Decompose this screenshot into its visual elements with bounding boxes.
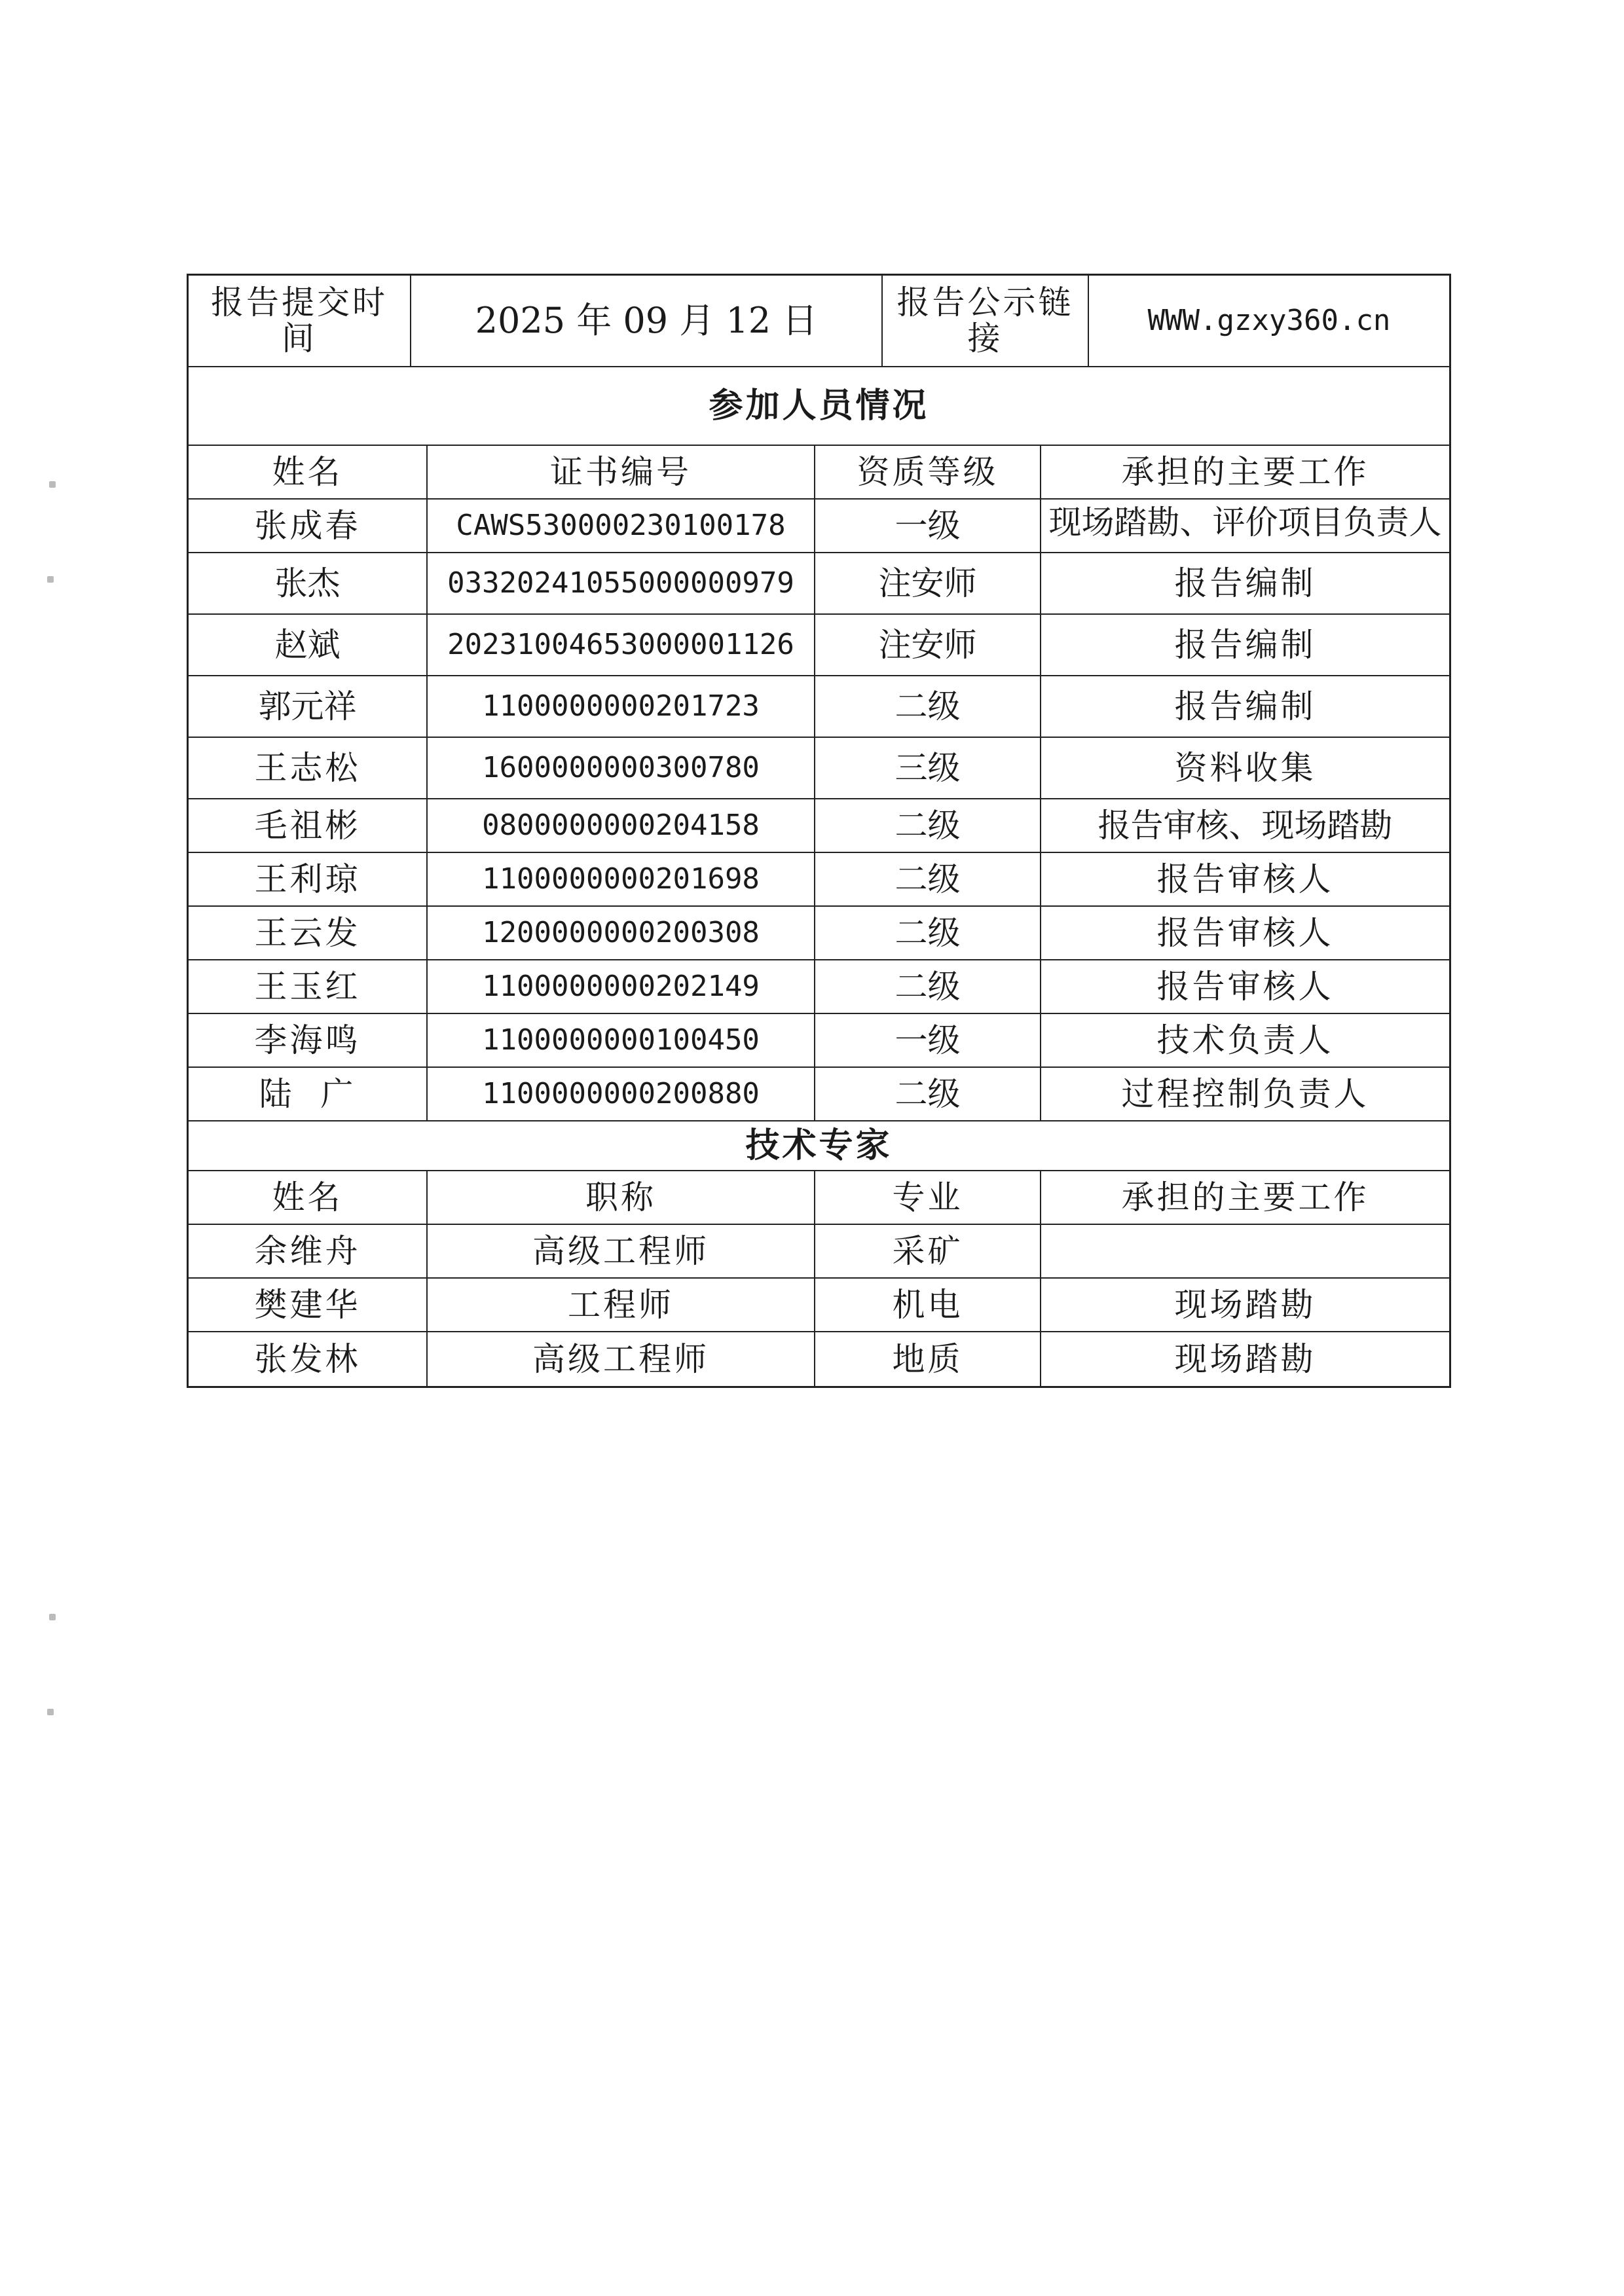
participant-cert: 1100000000200880 xyxy=(428,1068,815,1120)
participant-name: 毛祖彬 xyxy=(189,799,428,852)
expert-title: 工程师 xyxy=(428,1279,815,1331)
table-row xyxy=(189,853,1449,907)
participant-cert: CAWS530000230100178 xyxy=(428,500,815,552)
experts-section-title: 技术专家 xyxy=(745,1125,893,1166)
expert-work xyxy=(1041,1225,1449,1277)
column-header-work: 承担的主要工作 xyxy=(1121,1178,1369,1216)
submit-time-label: 报告提交时间 xyxy=(189,276,411,366)
participant-work: 报告编制 xyxy=(1174,625,1316,664)
participant-name: 李海鸣 xyxy=(189,1014,428,1066)
table-row xyxy=(189,676,1449,738)
public-link-value: WWW.gzxy360.cn xyxy=(1147,303,1391,337)
submit-date: 2025 年 09 月 12 日 xyxy=(411,276,883,366)
participants-column-header-row xyxy=(189,446,1449,500)
expert-name: 余维舟 xyxy=(189,1225,428,1277)
participant-work: 报告编制 xyxy=(1174,564,1316,602)
personnel-table xyxy=(187,274,1451,1388)
column-header-cert: 证书编号 xyxy=(428,446,815,498)
participant-cert: 1100000000201723 xyxy=(428,676,815,737)
column-header-level: 资质等级 xyxy=(815,446,1041,498)
participant-level: 一级 xyxy=(815,500,1041,552)
participant-cert: 0800000000204158 xyxy=(428,799,815,852)
expert-work: 现场踏勘 xyxy=(1174,1339,1316,1378)
participant-level: 二级 xyxy=(815,960,1041,1013)
scan-speck xyxy=(49,481,56,488)
experts-section-header xyxy=(189,1121,1449,1171)
participant-cert: 1100000000100450 xyxy=(428,1014,815,1066)
expert-major: 地质 xyxy=(815,1332,1041,1386)
public-link-label: 报告公示链接 xyxy=(883,276,1089,366)
table-row xyxy=(189,1225,1449,1279)
participant-name: 张杰 xyxy=(189,553,428,613)
table-row xyxy=(189,738,1449,799)
table-row xyxy=(189,500,1449,553)
table-row xyxy=(189,799,1449,853)
scan-speck xyxy=(49,1614,56,1620)
experts-column-header-row xyxy=(189,1171,1449,1225)
submission-info-row xyxy=(189,276,1449,367)
expert-major: 机电 xyxy=(815,1279,1041,1331)
participants-section-header xyxy=(189,367,1449,446)
expert-name: 张发林 xyxy=(189,1332,428,1386)
column-header-major: 专业 xyxy=(815,1171,1041,1224)
participant-work: 报告审核人 xyxy=(1156,860,1334,898)
table-row xyxy=(189,615,1449,676)
participant-name: 王志松 xyxy=(189,738,428,798)
table-row xyxy=(189,907,1449,960)
column-header-name: 姓名 xyxy=(189,446,428,498)
expert-major: 采矿 xyxy=(815,1225,1041,1277)
participant-work: 报告编制 xyxy=(1174,687,1316,725)
participant-level: 注安师 xyxy=(815,553,1041,613)
column-header-name: 姓名 xyxy=(189,1171,428,1224)
participant-work: 报告审核人 xyxy=(1156,967,1334,1006)
participant-name: 王利琼 xyxy=(189,853,428,905)
participant-work: 技术负责人 xyxy=(1156,1021,1334,1059)
table-row xyxy=(189,1014,1449,1068)
participant-cert: 1100000000202149 xyxy=(428,960,815,1013)
table-row xyxy=(189,553,1449,615)
participant-work: 报告审核人 xyxy=(1156,913,1334,952)
participant-cert: 03320241055000000979 xyxy=(428,553,815,613)
expert-work: 现场踏勘 xyxy=(1174,1285,1316,1324)
participant-level: 二级 xyxy=(815,853,1041,905)
participant-cert: 1100000000201698 xyxy=(428,853,815,905)
participant-name: 陆 广 xyxy=(189,1068,428,1120)
participant-name: 王玉红 xyxy=(189,960,428,1013)
table-row xyxy=(189,960,1449,1014)
participant-cert: 1600000000300780 xyxy=(428,738,815,798)
expert-title: 高级工程师 xyxy=(428,1332,815,1386)
expert-name: 樊建华 xyxy=(189,1279,428,1331)
table-row xyxy=(189,1068,1449,1121)
participant-level: 二级 xyxy=(815,1068,1041,1120)
participant-level: 二级 xyxy=(815,907,1041,959)
participants-section-title: 参加人员情况 xyxy=(709,386,929,426)
column-header-title: 职称 xyxy=(428,1171,815,1224)
participant-name: 王云发 xyxy=(189,907,428,959)
participant-level: 三级 xyxy=(815,738,1041,798)
scan-speck xyxy=(47,1709,54,1715)
participant-cert: 20231004653000001126 xyxy=(428,615,815,675)
participant-name: 赵斌 xyxy=(189,615,428,675)
participant-level: 二级 xyxy=(815,676,1041,737)
participant-level: 一级 xyxy=(815,1014,1041,1066)
column-header-work: 承担的主要工作 xyxy=(1121,452,1369,491)
participant-work: 过程控制负责人 xyxy=(1121,1074,1369,1113)
participant-work: 资料收集 xyxy=(1174,748,1316,787)
expert-title: 高级工程师 xyxy=(428,1225,815,1277)
participant-level: 二级 xyxy=(815,799,1041,852)
participant-level: 注安师 xyxy=(815,615,1041,675)
table-row xyxy=(189,1279,1449,1332)
participant-work: 报告审核、现场踏勘 xyxy=(1098,806,1393,845)
participant-name: 张成春 xyxy=(189,500,428,552)
participant-work: 现场踏勘、评价项目负责人 xyxy=(1048,503,1442,541)
scan-speck xyxy=(47,576,54,583)
participant-name: 郭元祥 xyxy=(189,676,428,737)
participant-cert: 1200000000200308 xyxy=(428,907,815,959)
table-row xyxy=(189,1332,1449,1386)
